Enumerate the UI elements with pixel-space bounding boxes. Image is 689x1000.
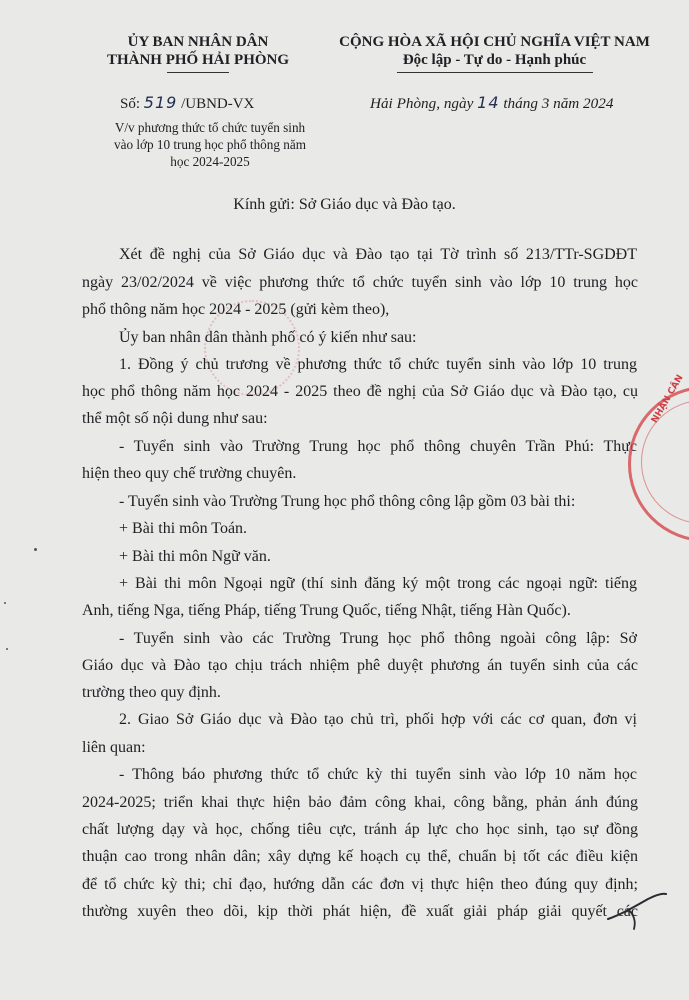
scan-speck xyxy=(34,548,37,551)
doc-number-prefix: Số: xyxy=(120,96,141,112)
body-line: - Tuyển sinh vào các Trường Trung học phổ thông ngoài công lập: Sở xyxy=(119,630,637,647)
doc-number-handwritten: 519 xyxy=(143,93,178,112)
agency-underline xyxy=(167,72,229,73)
body-line: + Bài thi môn Toán. xyxy=(119,520,248,537)
date-before: Hải Phòng, ngày xyxy=(370,95,474,112)
subject-line: V/v phương thức tổ chức tuyển sinh xyxy=(114,120,306,135)
body-line: thuận cao trong nhân dân; xây dựng kế hoạch cụ thể, chuẩn bị tốt các điều kiện xyxy=(82,848,638,865)
date-after: tháng 3 năm 2024 xyxy=(503,95,614,112)
body-line: - Tuyển sinh vào Trường Trung học phổ thông công lập gồm 03 bài thi: xyxy=(119,493,576,510)
body-line: 1. Đồng ý chủ trương về phương thức tổ chức tuyển sinh vào lớp 10 trung xyxy=(119,356,637,373)
national-motto xyxy=(322,33,667,73)
body-line: ngày 23/02/2024 về việc phương thức tổ chức tuyển sinh vào lớp 10 trung học xyxy=(82,274,638,291)
agency-line-2: THÀNH PHỐ HẢI PHÒNG xyxy=(106,52,290,68)
subject-line: vào lớp 10 trung học phổ thông năm xyxy=(114,137,306,152)
greeting: Kính gửi: Sở Giáo dục và Đào tạo. xyxy=(233,196,456,213)
body-line: thể một số nội dung như sau: xyxy=(82,410,268,427)
body-line: trường theo quy định. xyxy=(82,684,221,701)
subject-summary xyxy=(96,119,324,170)
date-day-handwritten: 14 xyxy=(477,93,500,112)
date-line xyxy=(370,93,613,113)
body-line: Xét đề nghị của Sở Giáo dục và Đào tạo tại Tờ trình số 213/TTr-SGDĐT xyxy=(119,246,637,263)
body-line: + Bài thi môn Ngữ văn. xyxy=(119,548,271,565)
scan-speck xyxy=(4,602,6,604)
body-line: liên quan: xyxy=(82,739,146,756)
doc-number-suffix: /UBND-VX xyxy=(181,96,255,112)
body-line: chất lượng dạy và học, chống tiêu cực, tránh áp lực cho học sinh, tạo sự đồng xyxy=(82,821,638,838)
red-seal-text: NHẬN CÂN xyxy=(650,373,686,425)
body-line: Ủy ban nhân dân thành phố có ý kiến như sau: xyxy=(119,329,417,346)
body-line: học phổ thông năm học 2024 - 2025 theo đề nghị của Sở Giáo dục và Đào tạo, cụ xyxy=(82,383,638,400)
body-line: 2024-2025; triển khai thực hiện bảo đảm công khai, công bằng, phản ánh đúng xyxy=(82,794,638,811)
body-line: để tổ chức kỳ thi; chỉ đạo, hướng dẫn các đơn vị thực hiện theo đúng quy định; xyxy=(82,876,638,893)
body-line: - Thông báo phương thức tổ chức kỳ thi tuyển sinh vào lớp 10 năm học xyxy=(119,766,637,783)
body-line: Anh, tiếng Nga, tiếng Pháp, tiếng Trung Quốc, tiếng Nhật, tiếng Hàn Quốc). xyxy=(82,602,571,619)
body-line: hiện theo quy chế trường chuyên. xyxy=(82,465,297,482)
scan-speck xyxy=(6,648,8,650)
body-line: Giáo dục và Đào tạo chịu trách nhiệm phê duyệt phương án tuyển sinh của các xyxy=(82,657,638,674)
body-line: - Tuyển sinh vào Trường Trung học phổ thông chuyên Trần Phú: Thực xyxy=(119,438,637,455)
agency-line-1: ỦY BAN NHÂN DÂN xyxy=(127,34,269,50)
handwritten-initial-mark xyxy=(600,885,670,935)
nation-line-1: CỘNG HÒA XÃ HỘI CHỦ NGHĨA VIỆT NAM xyxy=(339,34,650,50)
body-line: + Bài thi môn Ngoại ngữ (thí sinh đăng ký một trong các ngoại ngữ: tiếng xyxy=(119,575,637,592)
body-line: phổ thông năm học 2024 - 2025 (gửi kèm theo), xyxy=(82,301,390,318)
body-line: thường xuyên theo dõi, kịp thời phát hiện, đề xuất giải pháp giải quyết các xyxy=(82,903,638,920)
motto-underline xyxy=(397,72,593,73)
subject-line: học 2024-2025 xyxy=(170,154,250,169)
body-line: 2. Giao Sở Giáo dục và Đào tạo chủ trì, phối hợp với các cơ quan, đơn vị xyxy=(119,711,637,728)
issuing-agency xyxy=(78,33,318,73)
document-number xyxy=(120,93,254,113)
nation-line-2: Độc lập - Tự do - Hạnh phúc xyxy=(402,52,587,68)
